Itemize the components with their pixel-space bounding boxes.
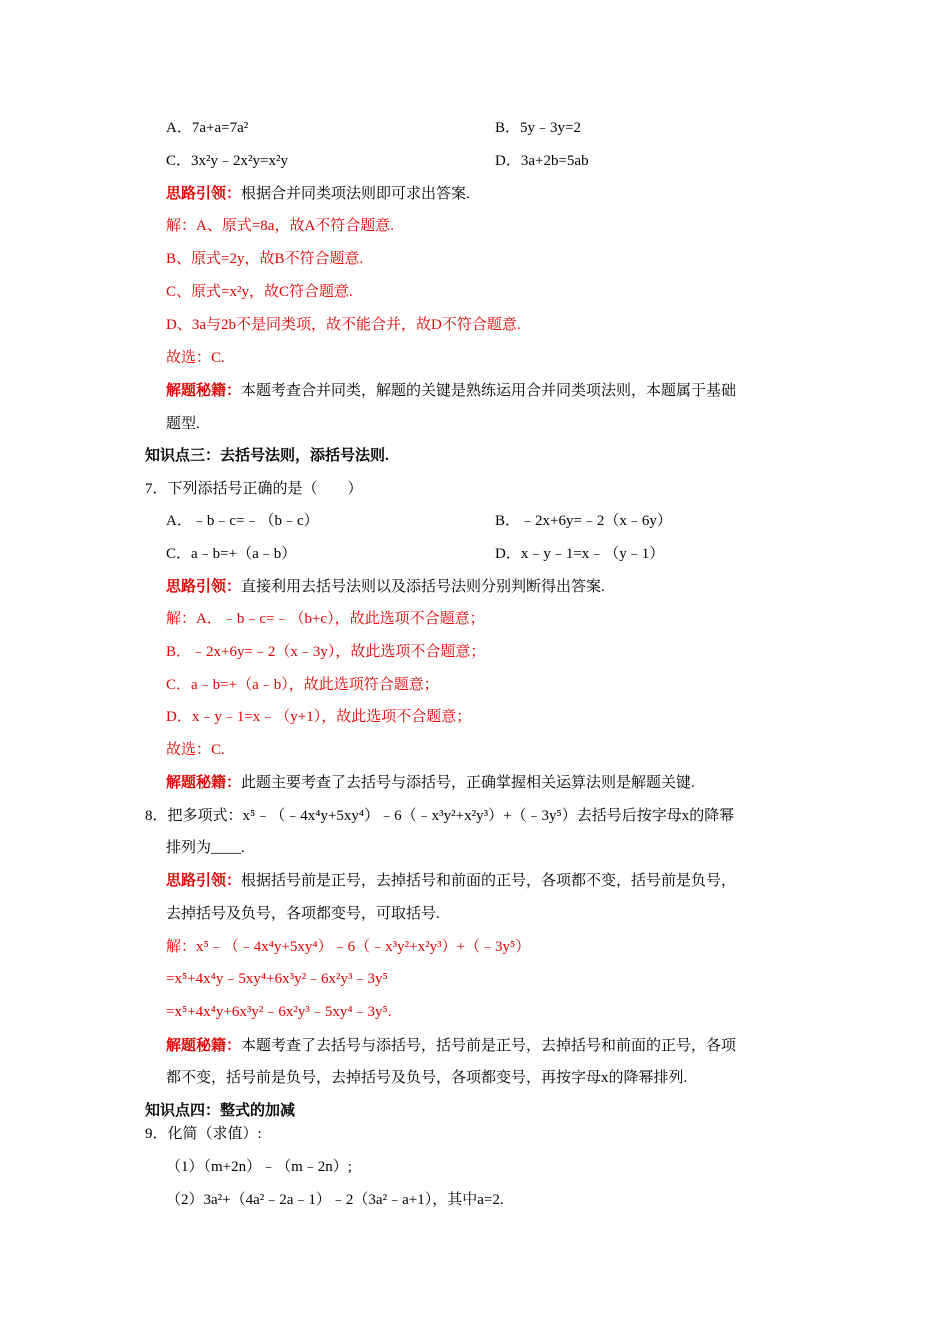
q7-option-c: C．a﹣b=+（a﹣b） — [166, 546, 297, 562]
q7-option-d: D．x﹣y﹣1=x﹣（y﹣1） — [495, 546, 665, 562]
q6-tip — [166, 381, 736, 401]
hint-text: 根据括号前是正号，去掉括号和前面的正号，各项都不变，括号前是负号， — [241, 873, 737, 889]
hint-label: 思路引领： — [166, 873, 242, 889]
section4-title: 知识点四：整式的加减 — [145, 1103, 296, 1119]
q8-tip-cont: 都不变，括号前是负号，去掉括号及负号，各项都变号，再按字母x的降幂排列. — [166, 1070, 688, 1086]
q6-solution-a: 解：A、原式=8a，故A不符合题意. — [166, 218, 395, 234]
q7-solution-c: C．a﹣b=+（a﹣b），故此选项符合题意； — [166, 677, 439, 693]
q8-solution-2: =x⁵+4x⁴y﹣5xy⁴+6x³y²﹣6x²y³﹣3y⁵ — [166, 971, 388, 987]
hint-label: 思路引领： — [166, 186, 242, 202]
q6-option-d: D．3a+2b=5ab — [495, 153, 589, 169]
q7-hint — [166, 577, 605, 597]
tip-text: 本题考查合并同类，解题的关键是熟练运用合并同类项法则，本题属于基础 — [241, 383, 737, 399]
q6-hint — [166, 184, 470, 204]
q8-solution-1: 解：x⁵﹣（﹣4x⁴y+5xy⁴）﹣6（﹣x³y²+x²y³）+（﹣3y⁵） — [166, 939, 531, 955]
q8-hint — [166, 871, 736, 891]
q6-option-a: A．7a+a=7a² — [166, 120, 249, 136]
q8-tip — [166, 1036, 736, 1056]
q7-answer: 故选：C. — [166, 742, 225, 758]
q7-stem: 7．下列添括号正确的是（ ） — [145, 481, 363, 497]
q7-solution-b: B．﹣2x+6y=﹣2（x﹣3y），故此选项不合题意； — [166, 644, 486, 660]
tip-label: 解题秘籍： — [166, 383, 242, 399]
q9-part-2: （2）3a²+（4a²﹣2a﹣1）﹣2（3a²﹣a+1），其中a=2. — [166, 1192, 504, 1208]
section3-title: 知识点三：去括号法则，添括号法则. — [145, 448, 389, 464]
q7-option-b: B．﹣2x+6y=﹣2（x﹣6y） — [495, 513, 672, 529]
tip-label: 解题秘籍： — [166, 1038, 242, 1054]
q7-option-a: A．﹣b﹣c=﹣（b﹣c） — [166, 513, 319, 529]
q8-solution-3: =x⁵+4x⁴y+6x³y²﹣6x²y³﹣5xy⁴﹣3y⁵. — [166, 1004, 392, 1020]
q7-solution-d: D．x﹣y﹣1=x﹣（y+1），故此选项不合题意； — [166, 709, 472, 725]
q7-solution-a: 解：A．﹣b﹣c=﹣（b+c），故此选项不合题意； — [166, 611, 485, 627]
q9-part-1: （1）（m+2n）﹣（m﹣2n）; — [166, 1159, 352, 1175]
q8-hint-cont: 去掉括号及负号，各项都变号，可取括号. — [166, 906, 440, 922]
hint-text: 根据合并同类项法则即可求出答案. — [241, 186, 470, 202]
q7-tip — [166, 773, 695, 793]
q6-option-c: C．3x²y﹣2x²y=x²y — [166, 153, 288, 169]
q9-stem: 9．化简（求值）: — [145, 1126, 262, 1142]
q6-solution-d: D、3a与2b不是同类项，故不能合并，故D不符合题意. — [166, 317, 521, 333]
q8-stem: 8．把多项式：x⁵﹣（﹣4x⁴y+5xy⁴）﹣6（﹣x³y²+x²y³）+（﹣3y⁵）去括号后按字母x的降幂 — [145, 808, 735, 824]
q6-solution-b: B、原式=2y，故B不符合题意. — [166, 251, 364, 267]
hint-label: 思路引领： — [166, 579, 242, 595]
q6-solution-c: C、原式=x²y，故C符合题意. — [166, 284, 353, 300]
q6-option-b: B．5y﹣3y=2 — [495, 120, 581, 136]
q6-tip-cont: 题型. — [166, 416, 200, 432]
tip-label: 解题秘籍： — [166, 775, 242, 791]
q8-stem-cont: 排列为____. — [166, 840, 245, 856]
tip-text: 此题主要考查了去括号与添括号，正确掌握相关运算法则是解题关键. — [241, 775, 695, 791]
q6-answer: 故选：C. — [166, 350, 225, 366]
tip-text: 本题考查了去括号与添括号，括号前是正号，去掉括号和前面的正号，各项 — [241, 1038, 737, 1054]
hint-text: 直接利用去括号法则以及添括号法则分别判断得出答案. — [241, 579, 605, 595]
